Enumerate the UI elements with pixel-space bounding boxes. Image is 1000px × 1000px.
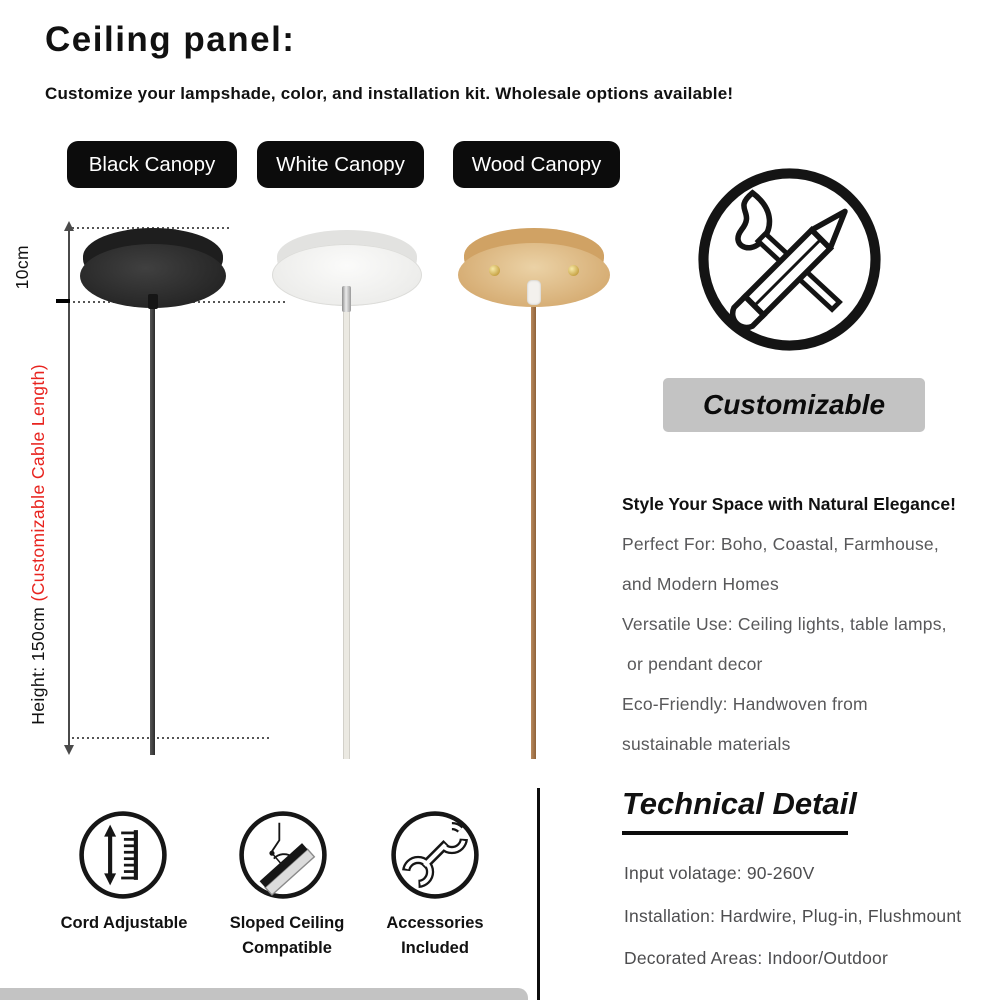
wrench-icon <box>389 809 481 901</box>
feature-line: Cord Adjustable <box>60 914 188 932</box>
feature-line: Sloped Ceiling <box>229 914 345 932</box>
cable-length-label <box>28 348 54 740</box>
white-canopy-button[interactable]: White Canopy <box>257 141 424 188</box>
brass-screw-right <box>568 265 579 276</box>
style-line: and Modern Homes <box>622 574 779 594</box>
canopy-height-text: 10cm <box>12 244 32 290</box>
cable-height-text: Height: 150cm <box>28 601 48 725</box>
technical-detail-heading: Technical Detail <box>622 786 857 821</box>
style-line: or pendant decor <box>622 654 763 674</box>
style-heading: Style Your Space with Natural Elegance! <box>622 494 956 514</box>
wood-cord <box>531 294 536 759</box>
feature-line: Accessories <box>386 914 484 932</box>
wood-canopy-button[interactable]: Wood Canopy <box>453 141 620 188</box>
white-cord <box>343 294 350 759</box>
white-canopy-image <box>272 230 424 314</box>
page-subtitle: Customize your lampshade, color, and installation kit. Wholesale options available! <box>45 84 734 103</box>
dashed-line-bottom <box>72 737 270 739</box>
vertical-divider <box>537 788 540 1000</box>
black-canopy-button[interactable]: Black Canopy <box>67 141 237 188</box>
page-title: Ceiling panel: <box>45 20 296 59</box>
customizable-badge: Customizable <box>663 378 925 432</box>
measure-arrow-line <box>68 228 70 746</box>
style-line: sustainable materials <box>622 734 791 754</box>
black-cord-grip <box>148 294 158 309</box>
tech-line: Installation: Hardwire, Plug-in, Flushmount <box>624 906 962 926</box>
cable-length-text <box>28 364 49 725</box>
bottom-gray-bar <box>0 988 528 1000</box>
style-line: Versatile Use: Ceiling lights, table lamps, <box>622 614 947 634</box>
technical-detail-underline <box>622 831 848 835</box>
wood-canopy-image <box>458 228 610 312</box>
measure-arrowhead-bottom <box>64 745 74 755</box>
wood-cord-grip <box>527 280 541 305</box>
style-line: Perfect For: Boho, Coastal, Farmhouse, <box>622 534 939 554</box>
brush-pencil-icon <box>697 167 882 352</box>
feature-label-accessories <box>353 911 517 961</box>
measure-arrowhead-top <box>64 221 74 231</box>
cable-note-text: (Customizable Cable Length) <box>28 363 48 602</box>
tech-line: Decorated Areas: Indoor/Outdoor <box>624 948 888 968</box>
cord-adjustable-icon <box>77 809 169 901</box>
black-canopy-image <box>80 228 232 312</box>
feature-label-sloped-ceiling <box>205 911 369 961</box>
style-line: Eco-Friendly: Handwoven from <box>622 694 868 714</box>
white-cord-grip <box>342 286 351 312</box>
feature-line: Compatible <box>242 939 332 957</box>
canopy-height-label <box>12 230 38 304</box>
feature-label-cord-adjustable <box>42 911 206 936</box>
tech-line: Input volatage: 90-260V <box>624 863 815 883</box>
brass-screw-left <box>489 265 500 276</box>
black-cord <box>150 290 155 755</box>
feature-line: Included <box>401 939 469 957</box>
sloped-ceiling-icon <box>237 809 329 901</box>
measure-tick <box>56 299 70 303</box>
